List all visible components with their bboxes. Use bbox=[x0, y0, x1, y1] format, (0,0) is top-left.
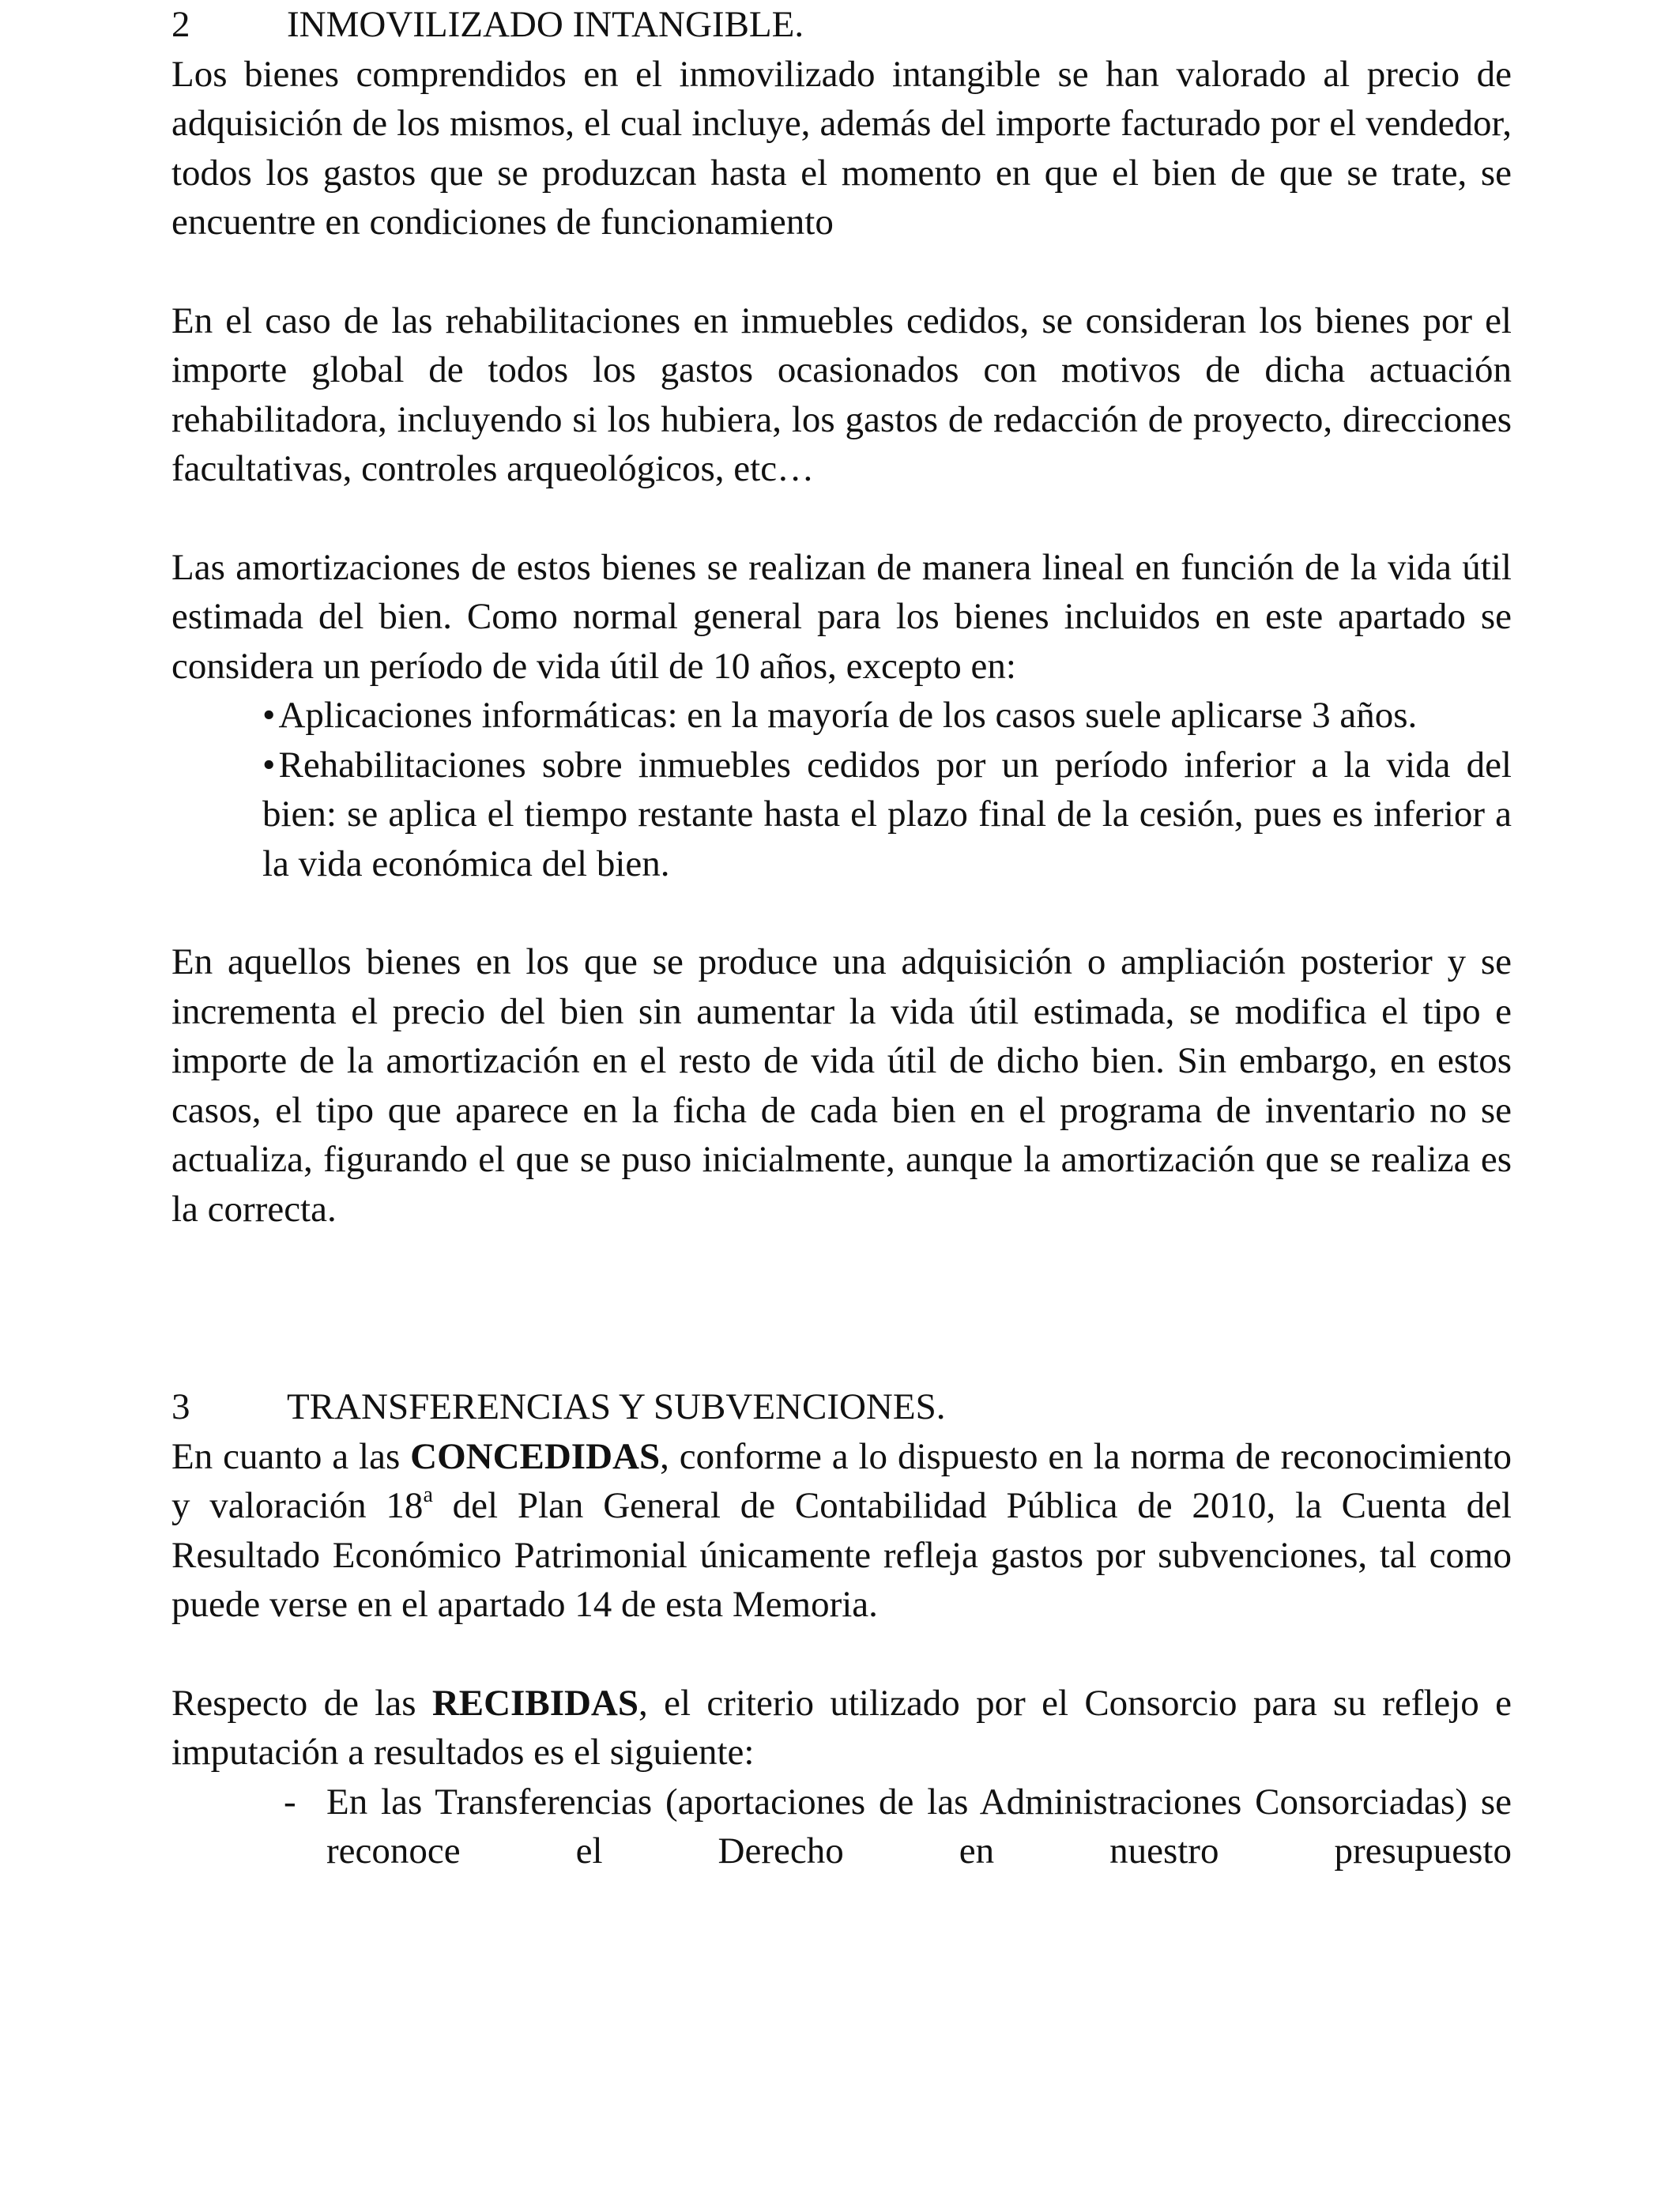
document-page bbox=[171, 0, 1512, 1876]
section-2-heading bbox=[171, 0, 1512, 50]
section-3-number: 3 bbox=[171, 1386, 190, 1427]
section-2-number: 2 bbox=[171, 4, 190, 45]
bullet-icon: • bbox=[262, 695, 276, 736]
intangible-valuation-paragraph: Los bienes comprendidos en el inmovilizado intangible se han valorado al precio de adquisición de los mismos, el cual incluye, además del importe facturado por el vendedor, todos los gastos que se produzcan hasta el momento en que el bien de que se trate, se encuentre en condiciones de funcionamiento bbox=[171, 53, 1512, 243]
list-item bbox=[262, 691, 1512, 741]
exceptions-list bbox=[171, 691, 1512, 888]
list-item-text: Aplicaciones informáticas: en la mayoría de los casos suele aplicarse 3 años. bbox=[278, 695, 1418, 736]
recibidas-keyword: RECIBIDAS bbox=[431, 1682, 639, 1724]
section-3-title: TRANSFERENCIAS Y SUBVENCIONES. bbox=[287, 1386, 946, 1427]
list-item-text: Rehabilitaciones sobre inmuebles cedidos por un período inferior a la vida del bien: se aplica el tiempo restante hasta el plazo final de la cesión, pues es inferior a la vida económica del bien. bbox=[262, 744, 1512, 884]
recibidas-paragraph: Respecto de las RECIBIDAS, el criterio utilizado por el Consorcio para su reflejo e imputación a resultados es el siguiente: bbox=[171, 1682, 1512, 1773]
section-2-title: INMOVILIZADO INTANGIBLE. bbox=[287, 4, 804, 45]
dash-icon: - bbox=[284, 1781, 296, 1823]
acquisition-paragraph: En aquellos bienes en los que se produce una adquisición o ampliación posterior y se incrementa el precio del bien sin aumentar la vida útil estimada, se modifica el tipo e importe de la amortización en el resto de vida útil de dicho bien. Sin embargo, en estos casos, el tipo que aparece en la ficha de cada bien en el programa de inventario no se actualiza, figurando el que se puso inicialmente, aunque la amortización que se realiza es la correcta. bbox=[171, 941, 1512, 1230]
list-item bbox=[262, 741, 1512, 889]
concedidas-keyword: CONCEDIDAS bbox=[410, 1435, 661, 1477]
concedidas-paragraph: En cuanto a las CONCEDIDAS, conforme a lo dispuesto en la norma de reconocimiento y valoración 18$^a$ del Plan General de Contabilidad Pública de 2010, la Cuenta del Resultado Económico Patrimonial únicamente refleja gastos por subvenciones, tal como puede verse en el apartado 14 de esta Memoria. bbox=[171, 1435, 1512, 1625]
transferencias-item-text: En las Transferencias (aportaciones de las Administraciones Consorciadas) se reconoce el Derecho en nuestro presupuesto bbox=[326, 1781, 1512, 1872]
bullet-icon: • bbox=[262, 744, 276, 786]
transferencias-item bbox=[171, 1777, 1512, 1876]
rehabilitation-paragraph: En el caso de las rehabilitaciones en inmuebles cedidos, se consideran los bienes por el importe global de todos los gastos ocasionados con motivos de dicha actuación rehabilitadora, incluyendo si los hubiera, los gastos de redacción de proyecto, direcciones facultativas, controles arqueológicos, etc… bbox=[171, 300, 1512, 489]
section-3-heading bbox=[171, 1382, 1512, 1432]
ordinal-superscript: a bbox=[423, 1483, 433, 1507]
amortization-paragraph: Las amortizaciones de estos bienes se realizan de manera lineal en función de la vida útil estimada del bien. Como normal general para los bienes incluidos en este apartado se considera un período de vida útil de 10 años, excepto en: bbox=[171, 546, 1512, 687]
